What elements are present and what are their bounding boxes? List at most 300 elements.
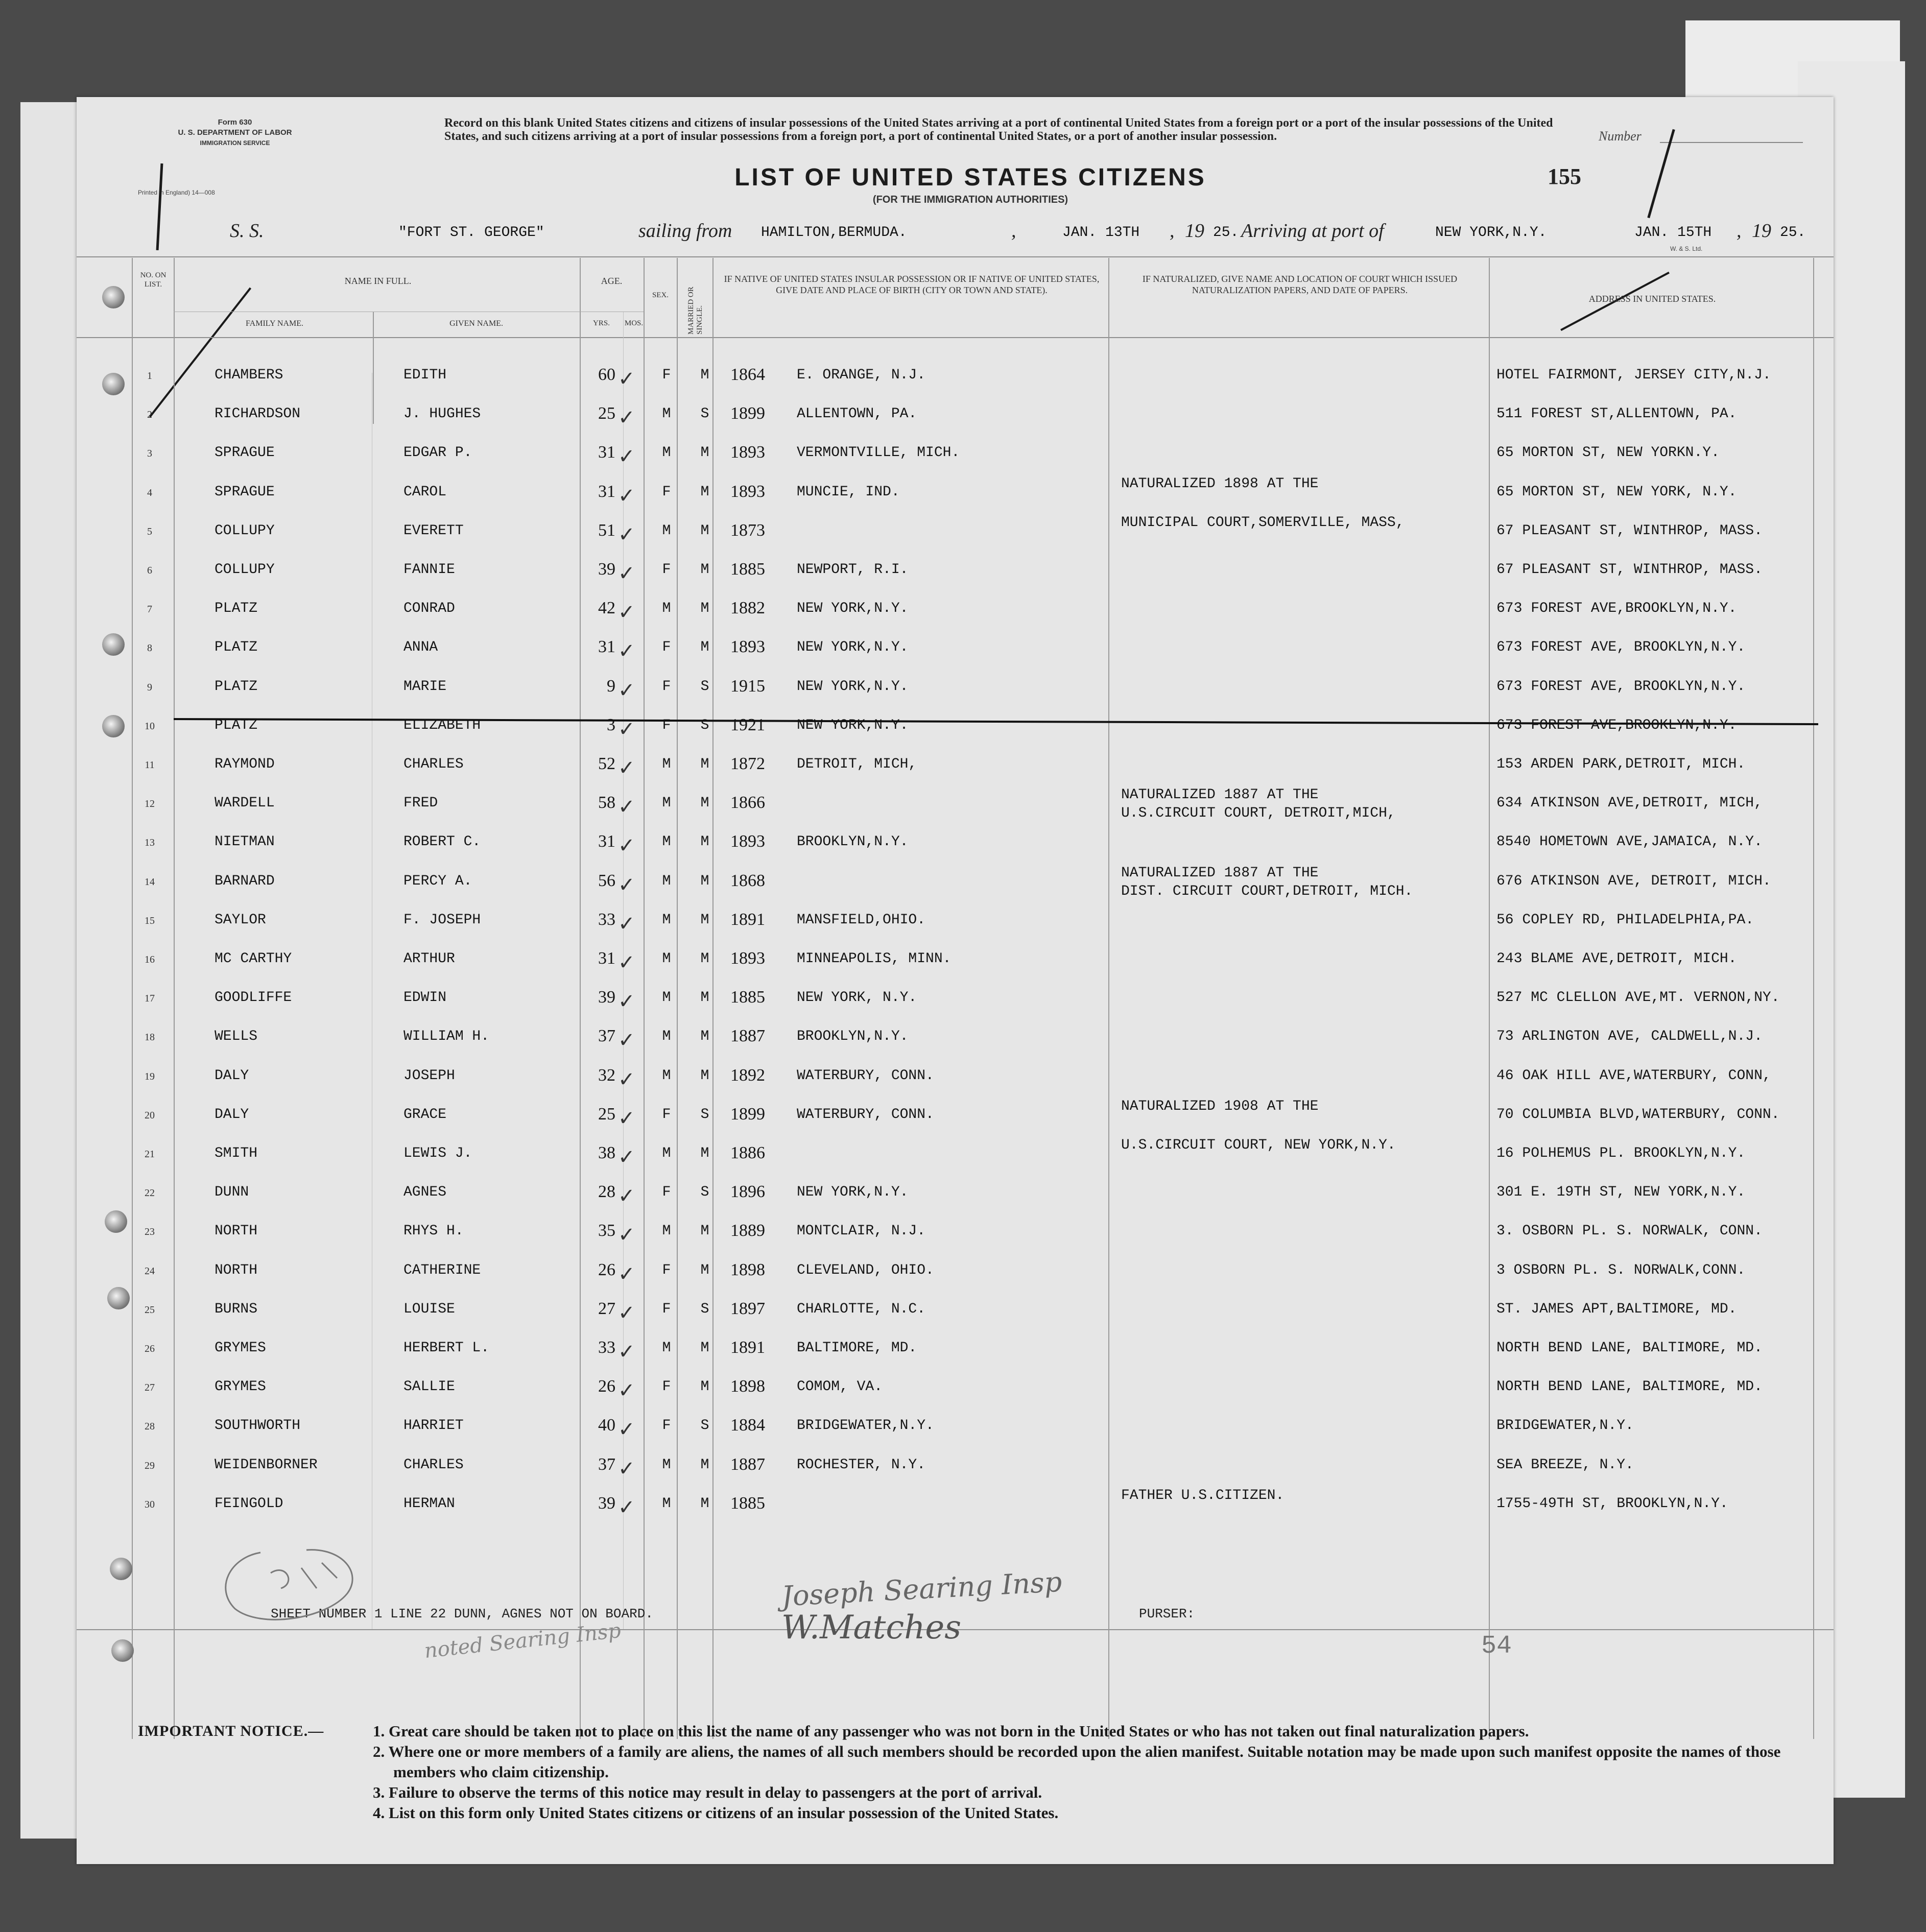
us-address: 3 OSBORN PL. S. NORWALK,CONN. [1496, 1262, 1746, 1278]
check-mark-icon: ✓ [618, 912, 635, 936]
given-name: HARRIET [403, 1418, 464, 1434]
marital-status: M [700, 1029, 709, 1045]
check-mark-icon: ✓ [618, 1457, 635, 1481]
family-name: PLATZ [215, 678, 258, 695]
binder-hole-icon [102, 633, 125, 656]
check-mark-icon: ✓ [618, 406, 635, 430]
age-years: 52 [598, 754, 615, 773]
sailing-from: HAMILTON,BERMUDA. [761, 225, 907, 241]
row-number: 16 [145, 954, 155, 965]
table-row [77, 866, 1834, 904]
us-address: 511 FOREST ST,ALLENTOWN, PA. [1496, 406, 1737, 422]
sex: F [662, 1184, 671, 1201]
birth-year: 1898 [730, 1260, 765, 1279]
check-mark-icon: ✓ [618, 445, 635, 469]
manifest-sheet [77, 97, 1834, 1864]
sex: M [662, 1495, 671, 1512]
row-number: 8 [147, 642, 152, 654]
marital-status: S [700, 1106, 709, 1123]
marital-status: M [700, 367, 709, 383]
stamp-number: 54 [1481, 1632, 1512, 1661]
given-name: CONRAD [403, 601, 455, 617]
check-mark-icon: ✓ [618, 951, 635, 974]
age-years: 40 [598, 1416, 615, 1435]
notice-item-1: 1. Great care should be taken not to place on this list the name of any passenger who was not born in the United States or who has not taken out final naturalization papers. [373, 1722, 1529, 1740]
row-number: 21 [145, 1149, 155, 1160]
us-address: SEA BREEZE, N.Y. [1496, 1457, 1634, 1473]
marital-status: S [700, 1418, 709, 1434]
us-address: 16 POLHEMUS PL. BROOKLYN,N.Y. [1496, 1146, 1746, 1161]
given-name: F. JOSEPH [403, 912, 481, 928]
family-name: NIETMAN [215, 834, 275, 850]
sex: F [662, 717, 671, 733]
us-address: 1755-49TH ST, BROOKLYN,N.Y. [1496, 1495, 1728, 1512]
given-name: EDITH [403, 367, 447, 383]
row-number: 28 [145, 1421, 155, 1433]
birth-place: NEW YORK, N.Y. [797, 990, 917, 1006]
us-address: 67 PLEASANT ST, WINTHROP, MASS. [1496, 522, 1763, 539]
family-name: MC CARTHY [215, 951, 292, 967]
header-naturalized: IF NATURALIZED, GIVE NAME AND LOCATION OF COURT WHICH ISSUED NATURALIZATION PAPERS, AND DATE OF PAPERS. [1142, 274, 1458, 295]
birth-year: 1893 [730, 949, 765, 968]
table-row [77, 360, 1834, 398]
given-name: LOUISE [403, 1301, 455, 1317]
us-address: 8540 HOMETOWN AVE,JAMAICA, N.Y. [1496, 834, 1763, 850]
table-row [77, 399, 1834, 437]
naturalization-info: DIST. CIRCUIT COURT,DETROIT, MICH. [1121, 883, 1413, 899]
age-years: 32 [598, 1065, 615, 1085]
birth-place: CLEVELAND, OHIO. [797, 1262, 934, 1278]
birth-year: 1893 [730, 637, 765, 657]
birth-place: BROOKLYN,N.Y. [797, 834, 909, 850]
check-mark-icon: ✓ [618, 1418, 635, 1442]
sex: M [662, 601, 671, 617]
binder-hole-icon [102, 715, 125, 737]
birth-year: 1897 [730, 1299, 765, 1318]
age-years: 37 [598, 1454, 615, 1474]
age-years: 31 [598, 949, 615, 968]
family-name: SOUTHWORTH [215, 1418, 301, 1434]
arrival-date: JAN. 15TH [1634, 225, 1712, 241]
arrival-port: NEW YORK,N.Y. [1435, 225, 1547, 241]
table-row [77, 905, 1834, 943]
row-number: 13 [145, 837, 155, 849]
sex: F [662, 639, 671, 656]
family-name: WEIDENBORNER [215, 1457, 318, 1473]
notice-items [373, 1721, 1803, 1823]
header-no: NO. ON LIST. [140, 271, 167, 289]
sex: M [662, 795, 671, 812]
family-name: NORTH [215, 1262, 258, 1278]
header-family-name: FAMILY NAME. [245, 319, 304, 328]
us-address: 527 MC CLELLON AVE,MT. VERNON,NY. [1496, 990, 1780, 1006]
given-name: SALLIE [403, 1379, 455, 1395]
us-address: NORTH BEND LANE, BALTIMORE, MD. [1496, 1379, 1763, 1395]
age-years: 31 [598, 482, 615, 501]
given-name: CHARLES [403, 1457, 464, 1473]
birth-place: WATERBURY, CONN. [797, 1067, 934, 1084]
age-years: 56 [598, 871, 615, 890]
arrival-year: 25. [1780, 225, 1806, 241]
binder-hole-icon [110, 1558, 132, 1580]
purser-label: PURSER: [1139, 1606, 1195, 1621]
header-address: ADDRESS IN UNITED STATES. [1588, 294, 1716, 304]
naturalization-info: FATHER U.S.CITIZEN. [1121, 1487, 1285, 1504]
marital-status: M [700, 1379, 709, 1395]
notice-item-3: 3. Failure to observe the terms of this notice may result in delay to passengers at the port of arrival. [373, 1783, 1042, 1801]
check-mark-icon: ✓ [618, 601, 635, 625]
check-mark-icon: ✓ [618, 795, 635, 819]
marital-status: M [700, 1340, 709, 1356]
given-name: CATHERINE [403, 1262, 481, 1278]
given-name: LEWIS J. [403, 1146, 472, 1161]
birth-place: MANSFIELD,OHIO. [797, 912, 926, 928]
row-number: 18 [145, 1032, 155, 1043]
family-name: FEINGOLD [215, 1495, 283, 1512]
family-name: PLATZ [215, 639, 258, 656]
birth-place: MUNCIE, IND. [797, 484, 900, 500]
naturalization-info: NATURALIZED 1908 AT THE [1121, 1098, 1319, 1114]
birth-year: 1898 [730, 1377, 765, 1396]
header-married-single: MARRIED OR SINGLE. [687, 287, 704, 335]
given-name: WILLIAM H. [403, 1029, 490, 1045]
sex: M [662, 1067, 671, 1084]
family-name: BURNS [215, 1301, 258, 1317]
check-mark-icon: ✓ [618, 367, 635, 391]
department-name: U. S. DEPARTMENT OF LABOR [178, 128, 292, 137]
naturalization-info: MUNICIPAL COURT,SOMERVILLE, MASS, [1121, 514, 1405, 531]
row-number: 12 [145, 798, 155, 810]
table-row [77, 749, 1834, 787]
marital-status: M [700, 795, 709, 812]
age-years: 31 [598, 637, 615, 657]
us-address: HOTEL FAIRMONT, JERSEY CITY,N.J. [1496, 367, 1771, 383]
age-years: 25 [598, 404, 615, 423]
family-name: COLLUPY [215, 562, 275, 578]
naturalization-info: NATURALIZED 1887 AT THE [1121, 787, 1319, 803]
notice-label: IMPORTANT NOTICE.— [138, 1723, 324, 1739]
us-address: BRIDGEWATER,N.Y. [1496, 1418, 1634, 1434]
row-number: 19 [145, 1070, 155, 1082]
given-name: PERCY A. [403, 873, 472, 889]
marital-status: M [700, 522, 709, 539]
table-row [77, 516, 1834, 554]
birth-year: 1887 [730, 1454, 765, 1474]
sex: M [662, 522, 671, 539]
naturalization-info: U.S.CIRCUIT COURT, DETROIT,MICH, [1121, 805, 1396, 822]
table-row [77, 827, 1834, 865]
given-name: CAROL [403, 484, 447, 500]
age-years: 3 [607, 715, 615, 734]
form-number: Form 630 [218, 118, 252, 127]
us-address: 673 FOREST AVE,BROOKLYN,N.Y. [1496, 601, 1737, 617]
marital-status: M [700, 1223, 709, 1239]
marital-status: M [700, 990, 709, 1006]
birth-place: NEW YORK,N.Y. [797, 639, 909, 656]
notice-item-2: 2. Where one or more members of a family are aliens, the names of all such members should be recorded upon the alien manifest. Suitable notation may be made upon such manifest opposite the names of those members who claim citizenship. [373, 1743, 1781, 1781]
birth-place: NEW YORK,N.Y. [797, 717, 909, 733]
birth-place: BRIDGEWATER,N.Y. [797, 1418, 934, 1434]
sex: M [662, 756, 671, 772]
sex: F [662, 367, 671, 383]
check-mark-icon: ✓ [618, 1106, 635, 1130]
birth-year: 1885 [730, 560, 765, 579]
table-row [77, 788, 1834, 826]
check-mark-icon: ✓ [618, 834, 635, 858]
marital-status: M [700, 1495, 709, 1512]
header-mos: MOS. [624, 319, 644, 327]
age-years: 60 [598, 365, 615, 384]
given-name: ANNA [403, 639, 438, 656]
birth-year: 1873 [730, 520, 765, 540]
us-address: 673 FOREST AVE,BROOKLYN,N.Y. [1496, 717, 1737, 733]
birth-place: BALTIMORE, MD. [797, 1340, 917, 1356]
row-number: 20 [145, 1109, 155, 1121]
naturalization-info: NATURALIZED 1898 AT THE [1121, 475, 1319, 492]
given-name: EVERETT [403, 522, 464, 539]
handwritten-inspector: Joseph Searing Insp [780, 1565, 1063, 1613]
row-number: 2 [147, 409, 152, 421]
printer-mark: W. & S. Ltd. [1670, 245, 1703, 252]
binder-hole-icon [111, 1639, 134, 1662]
marital-status: M [700, 834, 709, 850]
marital-status: M [700, 756, 709, 772]
check-mark-icon: ✓ [618, 522, 635, 546]
given-name: RHYS H. [403, 1223, 464, 1239]
sex: M [662, 990, 671, 1006]
us-address: 153 ARDEN PARK,DETROIT, MICH. [1496, 756, 1746, 772]
check-mark-icon: ✓ [618, 1340, 635, 1364]
sex: M [662, 1340, 671, 1356]
table-row [77, 944, 1834, 982]
birth-year: 1864 [730, 365, 765, 384]
age-years: 26 [598, 1260, 615, 1279]
table-row [77, 1372, 1834, 1410]
row-number: 5 [147, 526, 152, 537]
row-number: 24 [145, 1265, 155, 1277]
given-name: J. HUGHES [403, 406, 481, 422]
age-years: 9 [607, 676, 615, 696]
row-number: 11 [145, 759, 155, 771]
birth-year: 1891 [730, 910, 765, 929]
given-name: MARIE [403, 678, 447, 695]
arrival-year-prefix: 19 [1752, 220, 1771, 242]
birth-year: 1889 [730, 1221, 765, 1241]
sex: F [662, 678, 671, 695]
table-row [77, 1489, 1834, 1526]
family-name: GRYMES [215, 1340, 266, 1356]
birth-place: WATERBURY, CONN. [797, 1106, 934, 1123]
family-name: DALY [215, 1106, 249, 1123]
family-name: SAYLOR [215, 912, 266, 928]
age-years: 39 [598, 988, 615, 1007]
check-mark-icon: ✓ [618, 1379, 635, 1403]
family-name: DUNN [215, 1184, 249, 1201]
check-mark-icon: ✓ [618, 639, 635, 663]
check-mark-icon: ✓ [618, 562, 635, 585]
sex: M [662, 1457, 671, 1473]
header-birth: IF NATIVE OF UNITED STATES INSULAR POSSESSION OR IF NATIVE OF UNITED STATES, GIVE DATE AND PLACE OF BIRTH (CITY OR TOWN AND STATE). [724, 274, 1100, 295]
check-mark-icon: ✓ [618, 717, 635, 741]
birth-year: 1896 [730, 1182, 765, 1202]
given-name: GRACE [403, 1106, 447, 1123]
table-row [77, 1294, 1834, 1332]
check-mark-icon: ✓ [618, 1262, 635, 1286]
us-address: 301 E. 19TH ST, NEW YORK,N.Y. [1496, 1184, 1746, 1201]
family-name: RICHARDSON [215, 406, 301, 422]
notice-item-4: 4. List on this form only United States citizens or citizens of an insular possession of the United States. [373, 1804, 1059, 1822]
sex: F [662, 1379, 671, 1395]
marital-status: M [700, 912, 709, 928]
marital-status: M [700, 562, 709, 578]
birth-year: 1885 [730, 988, 765, 1007]
family-name: PLATZ [215, 717, 258, 733]
family-name: SPRAGUE [215, 445, 275, 461]
page-subtitle: (FOR THE IMMIGRATION AUTHORITIES) [872, 194, 1068, 205]
age-years: 25 [598, 1104, 615, 1124]
marital-status: M [700, 639, 709, 656]
birth-year: 1891 [730, 1338, 765, 1357]
sex: F [662, 1262, 671, 1278]
us-address: 676 ATKINSON AVE, DETROIT, MICH. [1496, 873, 1771, 889]
family-name: WELLS [215, 1029, 258, 1045]
birth-place: MONTCLAIR, N.J. [797, 1223, 926, 1239]
given-name: ARTHUR [403, 951, 455, 967]
sex: M [662, 873, 671, 889]
check-mark-icon: ✓ [618, 1184, 635, 1208]
us-address: 3. OSBORN PL. S. NORWALK, CONN. [1496, 1223, 1763, 1239]
birth-place: CHARLOTTE, N.C. [797, 1301, 926, 1317]
sex: M [662, 834, 671, 850]
sex: F [662, 1301, 671, 1317]
age-years: 35 [598, 1221, 615, 1241]
birth-year: 1893 [730, 832, 765, 851]
page-number: 155 [1548, 164, 1581, 189]
table-row [77, 1333, 1834, 1371]
handwritten-noted: noted Searing Insp [423, 1618, 622, 1663]
sailing-date: JAN. 13TH [1062, 225, 1140, 241]
row-number: 29 [145, 1460, 155, 1471]
row-number: 22 [145, 1187, 155, 1199]
marital-status: M [700, 445, 709, 461]
sailing-year-prefix: 19 [1185, 220, 1204, 242]
sex: F [662, 1418, 671, 1434]
row-number: 26 [145, 1343, 155, 1354]
us-address: 67 PLEASANT ST, WINTHROP, MASS. [1496, 562, 1763, 578]
family-name: DALY [215, 1067, 249, 1084]
birth-year: 1915 [730, 676, 765, 696]
row-number: 30 [145, 1498, 155, 1510]
sex: M [662, 406, 671, 422]
check-mark-icon: ✓ [618, 1067, 635, 1091]
us-address: 673 FOREST AVE, BROOKLYN,N.Y. [1496, 639, 1746, 656]
row-number: 9 [147, 681, 152, 693]
naturalization-info: NATURALIZED 1887 AT THE [1121, 865, 1319, 881]
sex: F [662, 484, 671, 500]
age-years: 31 [598, 443, 615, 462]
family-name: NORTH [215, 1223, 258, 1239]
us-address: 46 OAK HILL AVE,WATERBURY, CONN, [1496, 1067, 1771, 1084]
given-name: CHARLES [403, 756, 464, 772]
row-number: 23 [145, 1226, 155, 1238]
sex: M [662, 1146, 671, 1161]
table-row [77, 1021, 1834, 1059]
row-number: 10 [145, 720, 155, 732]
birth-year: 1892 [730, 1065, 765, 1085]
binder-hole-icon [107, 1287, 130, 1309]
birth-year: 1885 [730, 1493, 765, 1513]
us-address: 56 COPLEY RD, PHILADELPHIA,PA. [1496, 912, 1754, 928]
birth-year: 1899 [730, 1104, 765, 1124]
birth-place: ROCHESTER, N.Y. [797, 1457, 926, 1473]
birth-place: ALLENTOWN, PA. [797, 406, 917, 422]
family-name: SPRAGUE [215, 484, 275, 500]
marital-status: M [700, 484, 709, 500]
birth-place: COMOM, VA. [797, 1379, 883, 1395]
header-yrs: YRS. [593, 319, 610, 327]
family-name: PLATZ [215, 601, 258, 617]
check-mark-icon: ✓ [618, 484, 635, 508]
birth-year: 1893 [730, 443, 765, 462]
us-address: ST. JAMES APT,BALTIMORE, MD. [1496, 1301, 1737, 1317]
table-row [77, 983, 1834, 1020]
marital-status: M [700, 873, 709, 889]
given-name: FANNIE [403, 562, 455, 578]
row-number: 7 [147, 604, 152, 615]
age-years: 42 [598, 599, 615, 618]
marital-status: S [700, 1184, 709, 1201]
family-name: SMITH [215, 1146, 258, 1161]
table-row [77, 477, 1834, 515]
sex: F [662, 562, 671, 578]
ss-label: S. S. [230, 220, 264, 242]
given-name: ELIZABETH [403, 717, 481, 733]
table-row [77, 438, 1834, 475]
sex: M [662, 1223, 671, 1239]
given-name: JOSEPH [403, 1067, 455, 1084]
age-years: 58 [598, 793, 615, 813]
birth-year: 1882 [730, 599, 765, 618]
given-name: EDWIN [403, 990, 447, 1006]
table-row [77, 1138, 1834, 1176]
handwritten-signature: W.Matches [781, 1609, 962, 1647]
birth-year: 1886 [730, 1143, 765, 1162]
marital-status: M [700, 951, 709, 967]
birth-year: 1899 [730, 404, 765, 423]
age-years: 33 [598, 1338, 615, 1357]
age-years: 51 [598, 520, 615, 540]
binder-hole-icon [105, 1210, 127, 1233]
table-row [77, 632, 1834, 670]
marital-status: M [700, 1457, 709, 1473]
marital-status: S [700, 406, 709, 422]
check-mark-icon: ✓ [618, 756, 635, 780]
family-name: GOODLIFFE [215, 990, 292, 1006]
sailing-label: sailing from [638, 220, 732, 242]
sex: F [662, 1106, 671, 1123]
ship-name: "FORT ST. GEORGE" [398, 225, 544, 241]
us-address: 65 MORTON ST, NEW YORKN.Y. [1496, 445, 1720, 461]
ship-line: S. S. "FORT ST. GEORGE" sailing from HAMILTON,BERMUDA. , JAN. 13TH , 19 25. Arriving at port of NEW YORK,N.Y. JAN. 15TH , 19 25. [230, 220, 1806, 242]
row-number: 4 [147, 487, 152, 498]
table-row [77, 1255, 1834, 1293]
binder-hole-icon [102, 286, 125, 308]
header-given-name: GIVEN NAME. [449, 319, 503, 328]
table-row [77, 1450, 1834, 1488]
us-address: NORTH BEND LANE, BALTIMORE, MD. [1496, 1340, 1763, 1356]
printer-note: Printed in England) 14—008 [138, 189, 215, 196]
marital-status: M [700, 1262, 709, 1278]
